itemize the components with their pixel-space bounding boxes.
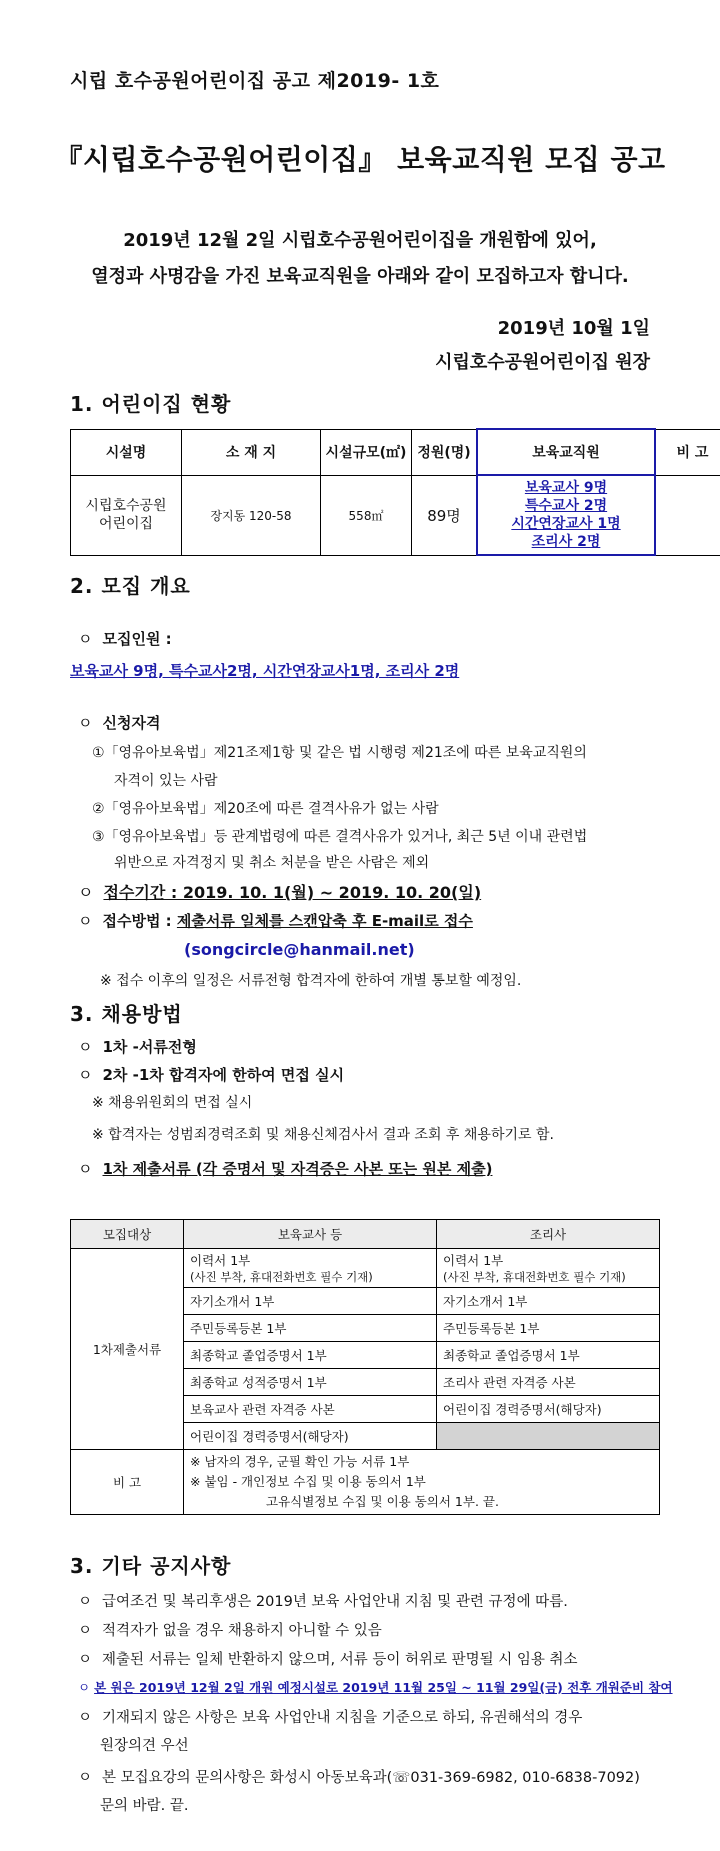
intro-line-2: 열정과 사명감을 가진 보육교직원을 아래와 같이 모집하고자 합니다.: [91, 266, 629, 287]
facility-address: 장지동 120-58: [182, 475, 321, 555]
bullet: ㅇ: [78, 1710, 93, 1726]
email[interactable]: (songcircle@hanmail.net): [184, 940, 415, 959]
etc-item-1-text: 급여조건 및 복리후생은 2019년 보육 사업안내 지침 및 관련 규정에 따름.: [102, 1594, 568, 1610]
etc-item-1: [78, 1590, 568, 1611]
cook-doc-resume-note: (사진 부착, 휴대전화번호 필수 기재): [443, 1270, 626, 1284]
notice-date: 2019년 10월 1일: [497, 318, 650, 339]
bullet: ㅇ: [78, 1066, 93, 1084]
docs-category: 1차제출서류: [71, 1249, 184, 1450]
qual-3a: ③「영유아보육법」등 관계법령에 따른 결격사유가 있거나, 최근 5년 이내 관련법: [92, 829, 588, 845]
etc-item-4-text: 본 원은 2019년 12월 2일 개원 예정시설로 2019년 11월 25일 ~ 11월 29일(금) 전후 개원준비 참여: [94, 1680, 673, 1695]
remark-3: 고유식별정보 수집 및 이용 동의서 1부. 끝.: [266, 1494, 499, 1509]
receipt-notice: ※ 접수 이후의 일정은 서류전형 합격자에 한하여 개별 통보할 예정임.: [100, 973, 522, 989]
facility-capacity: 89명: [412, 475, 478, 555]
cook-doc: 조리사 관련 자격증 사본: [437, 1369, 660, 1396]
period-line: [78, 880, 481, 903]
etc-item-4: [78, 1678, 673, 1696]
col-size: 시설규모(㎡): [321, 429, 412, 475]
facility-size: 558㎡: [321, 475, 412, 555]
bullet: ㅇ: [78, 1160, 93, 1178]
facility-name-line2: 어린이집: [98, 516, 154, 532]
qual-label-line: [78, 712, 160, 733]
recruit-label-line: [78, 628, 172, 649]
teacher-doc: 주민등록등본 1부: [184, 1315, 437, 1342]
teacher-doc: 자기소개서 1부: [184, 1288, 437, 1315]
step2: 2차 -1차 합격자에 한하여 면접 실시: [102, 1066, 345, 1084]
remarks: [184, 1450, 660, 1515]
docs-col-target: 모집대상: [71, 1220, 184, 1249]
staff-item: 시간연장교사 1명: [511, 516, 621, 532]
bullet: ㅇ: [78, 1038, 93, 1056]
docs-col-cook: 조리사: [437, 1220, 660, 1249]
etc-item-5-text: 기재되지 않은 사항은 보육 사업안내 지침을 기준으로 하되, 유권해석의 경우: [102, 1710, 583, 1726]
facility-name: [71, 475, 182, 555]
etc-item-3: [78, 1648, 578, 1669]
etc-item-5-cont: 원장의견 우선: [100, 1738, 189, 1754]
teacher-doc: 어린이집 경력증명서(해당자): [184, 1423, 437, 1450]
cook-doc-resume: 이력서 1부: [443, 1253, 504, 1268]
bullet: ㅇ: [78, 883, 94, 902]
col-address: 소 재 지: [182, 429, 321, 475]
qual-2: ②「영유아보육법」제20조에 따른 결격사유가 없는 사람: [92, 801, 439, 817]
facility-table-row: [71, 475, 720, 555]
docs-label-line: [78, 1158, 492, 1179]
teacher-doc: 최종학교 졸업증명서 1부: [184, 1342, 437, 1369]
etc-item-5: [78, 1706, 582, 1727]
period: 접수기간 : 2019. 10. 1(월) ~ 2019. 10. 20(일): [103, 883, 482, 902]
step1: 1차 -서류전형: [102, 1038, 197, 1056]
bullet: ㅇ: [78, 1623, 93, 1639]
etc-item-2-text: 적격자가 없을 경우 채용하지 아니할 수 있음: [102, 1623, 382, 1639]
bullet: ㅇ: [78, 1594, 93, 1610]
method-value: 제출서류 일체를 스캔압축 후 E-mail로 접수: [176, 912, 473, 930]
cook-doc: 최종학교 졸업증명서 1부: [437, 1342, 660, 1369]
facility-note: [655, 475, 720, 555]
step-note-1: ※ 채용위원회의 면접 실시: [92, 1095, 253, 1111]
col-capacity: 정원(명): [412, 429, 478, 475]
staff-item: 특수교사 2명: [524, 498, 608, 514]
bullet: ㅇ: [78, 1652, 93, 1668]
etc-item-3-text: 제출된 서류는 일체 반환하지 않으며, 서류 등이 허위로 판명될 시 임용 취소: [102, 1652, 578, 1668]
teacher-doc: 보육교사 관련 자격증 사본: [184, 1396, 437, 1423]
col-name: 시설명: [71, 429, 182, 475]
bullet: ㅇ: [78, 1770, 93, 1786]
bullet: ㅇ: [78, 1680, 91, 1695]
notice-number: 시립 호수공원어린이집 공고 제2019- 1호: [70, 70, 440, 92]
etc-item-2: [78, 1619, 382, 1640]
teacher-doc-resume: 이력서 1부: [190, 1253, 251, 1268]
step2-line: [78, 1064, 344, 1085]
etc-item-6-cont: 문의 바람. 끝.: [100, 1798, 189, 1814]
facility-table: [70, 428, 720, 556]
docs-table: [70, 1219, 660, 1515]
facility-table-header: [71, 429, 720, 475]
section3-heading: 3. 채용방법: [70, 1002, 183, 1026]
docs-row: [71, 1249, 660, 1288]
bullet: ㅇ: [78, 630, 93, 648]
section1-heading: 1. 어린이집 현황: [70, 392, 232, 416]
facility-name-line1: 시립호수공원: [85, 498, 167, 514]
etc-item-6: [78, 1766, 640, 1787]
step1-line: [78, 1036, 197, 1057]
method-label: 접수방법 :: [102, 912, 172, 930]
cook-doc: 주민등록등본 1부: [437, 1315, 660, 1342]
remark-2: ※ 붙임 - 개인정보 수집 및 이용 동의서 1부: [190, 1474, 426, 1489]
remarks-label: 비 고: [71, 1450, 184, 1515]
section4-heading: 3. 기타 공지사항: [70, 1554, 232, 1578]
cook-doc: [437, 1249, 660, 1288]
staff-item: 조리사 2명: [531, 534, 601, 550]
teacher-doc: [184, 1249, 437, 1288]
docs-label: 1차 제출서류 (각 증명서 및 자격증은 사본 또는 원본 제출): [102, 1160, 493, 1178]
qual-label: 신청자격: [102, 714, 161, 732]
cook-doc: 자기소개서 1부: [437, 1288, 660, 1315]
bullet: ㅇ: [78, 714, 93, 732]
col-note: 비 고: [655, 429, 720, 475]
qual-1a: ①「영유아보육법」제21조제1항 및 같은 법 시행령 제21조에 따른 보육교직원의: [92, 745, 587, 761]
recruit-value: 보육교사 9명, 특수교사2명, 시간연장교사1명, 조리사 2명: [70, 662, 460, 680]
qual-3b: 위반으로 자격정지 및 취소 처분을 받은 사람은 제외: [114, 855, 430, 871]
cook-doc: 어린이집 경력증명서(해당자): [437, 1396, 660, 1423]
method-line: [78, 910, 473, 931]
recruit-label: 모집인원 :: [102, 630, 172, 648]
qual-1b: 자격이 있는 사람: [114, 773, 218, 789]
intro-line-1: 2019년 12월 2일 시립호수공원어린이집을 개원함에 있어,: [123, 230, 597, 251]
docs-remarks-row: [71, 1450, 660, 1515]
issuer: 시립호수공원어린이집 원장: [435, 352, 650, 373]
facility-staff: [477, 475, 655, 555]
etc-item-6-text: 본 모집요강의 문의사항은 화성시 아동보육과(☏031-369-6982, 010-6838-7092): [102, 1770, 640, 1786]
teacher-doc: 최종학교 성적증명서 1부: [184, 1369, 437, 1396]
docs-table-header: [71, 1220, 660, 1249]
section2-heading: 2. 모집 개요: [70, 574, 191, 598]
staff-item: 보육교사 9명: [524, 480, 608, 496]
col-staff: 보육교직원: [477, 429, 655, 475]
page-title: 『시립호수공원어린이집』 보육교직원 모집 공고: [54, 143, 666, 176]
bullet: ㅇ: [78, 912, 93, 930]
teacher-doc-resume-note: (사진 부착, 휴대전화번호 필수 기재): [190, 1270, 373, 1284]
cook-doc-empty: [437, 1423, 660, 1450]
remark-1: ※ 남자의 경우, 군필 확인 가능 서류 1부: [190, 1454, 410, 1469]
docs-col-teacher: 보육교사 등: [184, 1220, 437, 1249]
step-note-2: ※ 합격자는 성범죄경력조회 및 채용신체검사서 결과 조회 후 채용하기로 함.: [92, 1127, 554, 1143]
